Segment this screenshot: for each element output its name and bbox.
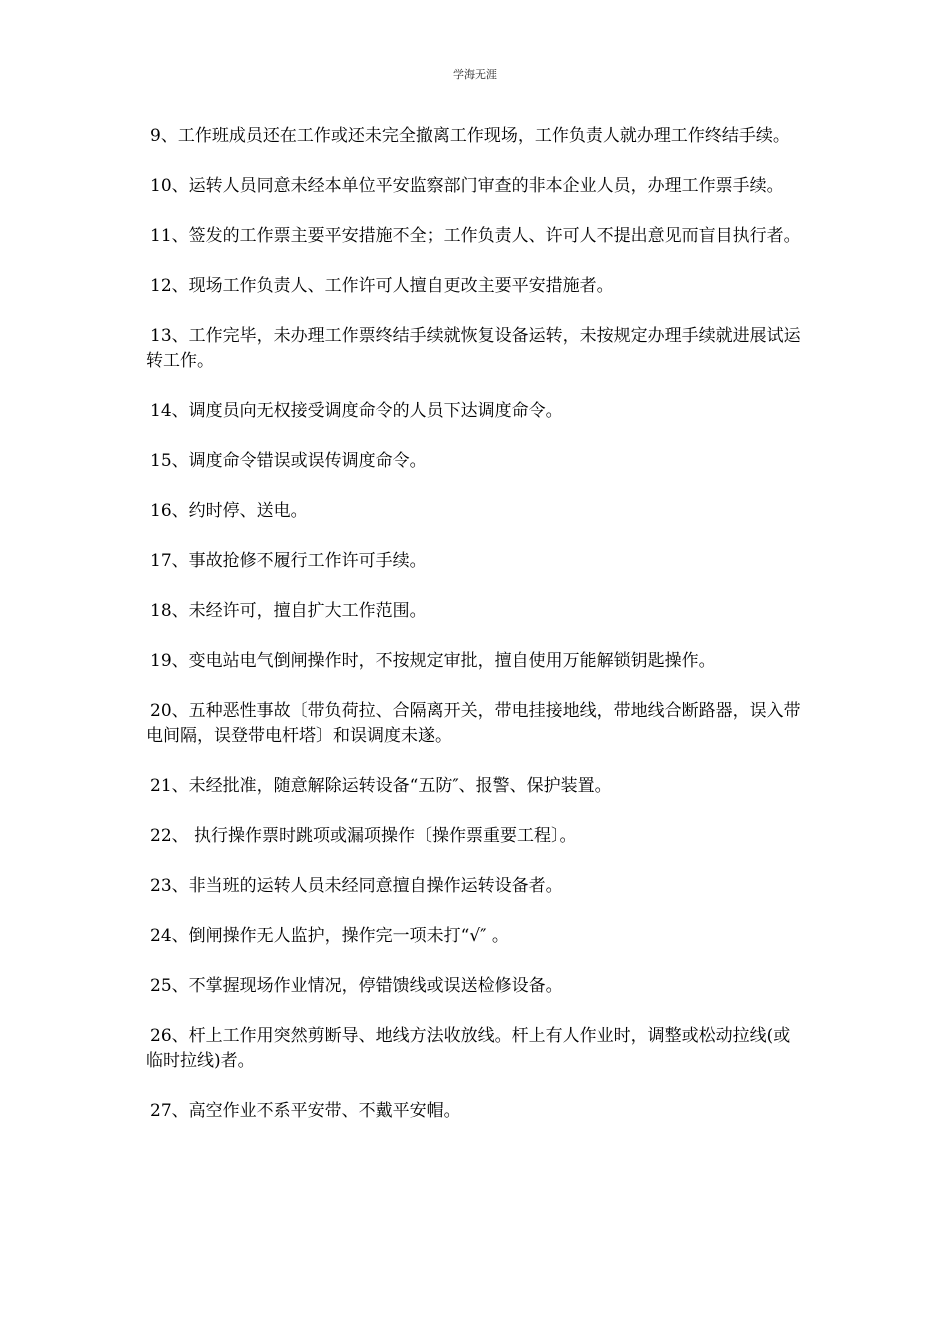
list-item: 10、运转人员同意未经本单位平安监察部门审查的非本企业人员，办理工作票手续。 [150,176,784,196]
list-item: 9、工作班成员还在工作或还未完全撤离工作现场，工作负责人就办理工作终结手续。 [150,126,790,146]
list-item: 14、调度员向无权接受调度命令的人员下达调度命令。 [150,401,563,421]
list-item: 16、约时停、送电。 [150,501,308,521]
list-item: 12、现场工作负责人、工作许可人擅自更改主要平安措施者。 [150,276,614,296]
page-header: 学海无涯 [453,68,497,81]
list-item: 18、未经许可，擅自扩大工作范围。 [150,601,427,621]
list-item: 24、倒闸操作无人监护，操作完一项未打“√″ 。 [150,926,509,946]
list-item: 19、变电站电气倒闸操作时，不按规定审批，擅自使用万能解锁钥匙操作。 [150,651,716,671]
document-body [146,124,806,1149]
list-item: 20、五种恶性事故〔带负荷拉、合隔离开关，带电挂接地线，带地线合断路器，误入带电间隔，误登带电杆塔〕和误调度未遂。 [146,701,801,746]
list-item: 22、 执行操作票时跳项或漏项操作〔操作票重要工程〕。 [150,826,577,846]
list-item: 27、高空作业不系平安带、不戴平安帽。 [150,1101,461,1121]
list-item: 25、不掌握现场作业情况，停错馈线或误送检修设备。 [150,976,563,996]
list-item: 11、签发的工作票主要平安措施不全；工作负责人、许可人不提出意见而盲目执行者。 [150,226,801,246]
list-item: 15、调度命令错误或误传调度命令。 [150,451,427,471]
list-item: 26、杆上工作用突然剪断导、地线方法收放线。杆上有人作业时，调整或松动拉线(或临时拉线)者。 [146,1026,791,1071]
list-item: 13、工作完毕，未办理工作票终结手续就恢复设备运转，未按规定办理手续就进展试运转工作。 [146,326,801,371]
list-item: 21、未经批准，随意解除运转设备“五防″、报警、保护装置。 [150,776,612,796]
list-item: 23、非当班的运转人员未经同意擅自操作运转设备者。 [150,876,563,896]
list-item: 17、事故抢修不履行工作许可手续。 [150,551,427,571]
